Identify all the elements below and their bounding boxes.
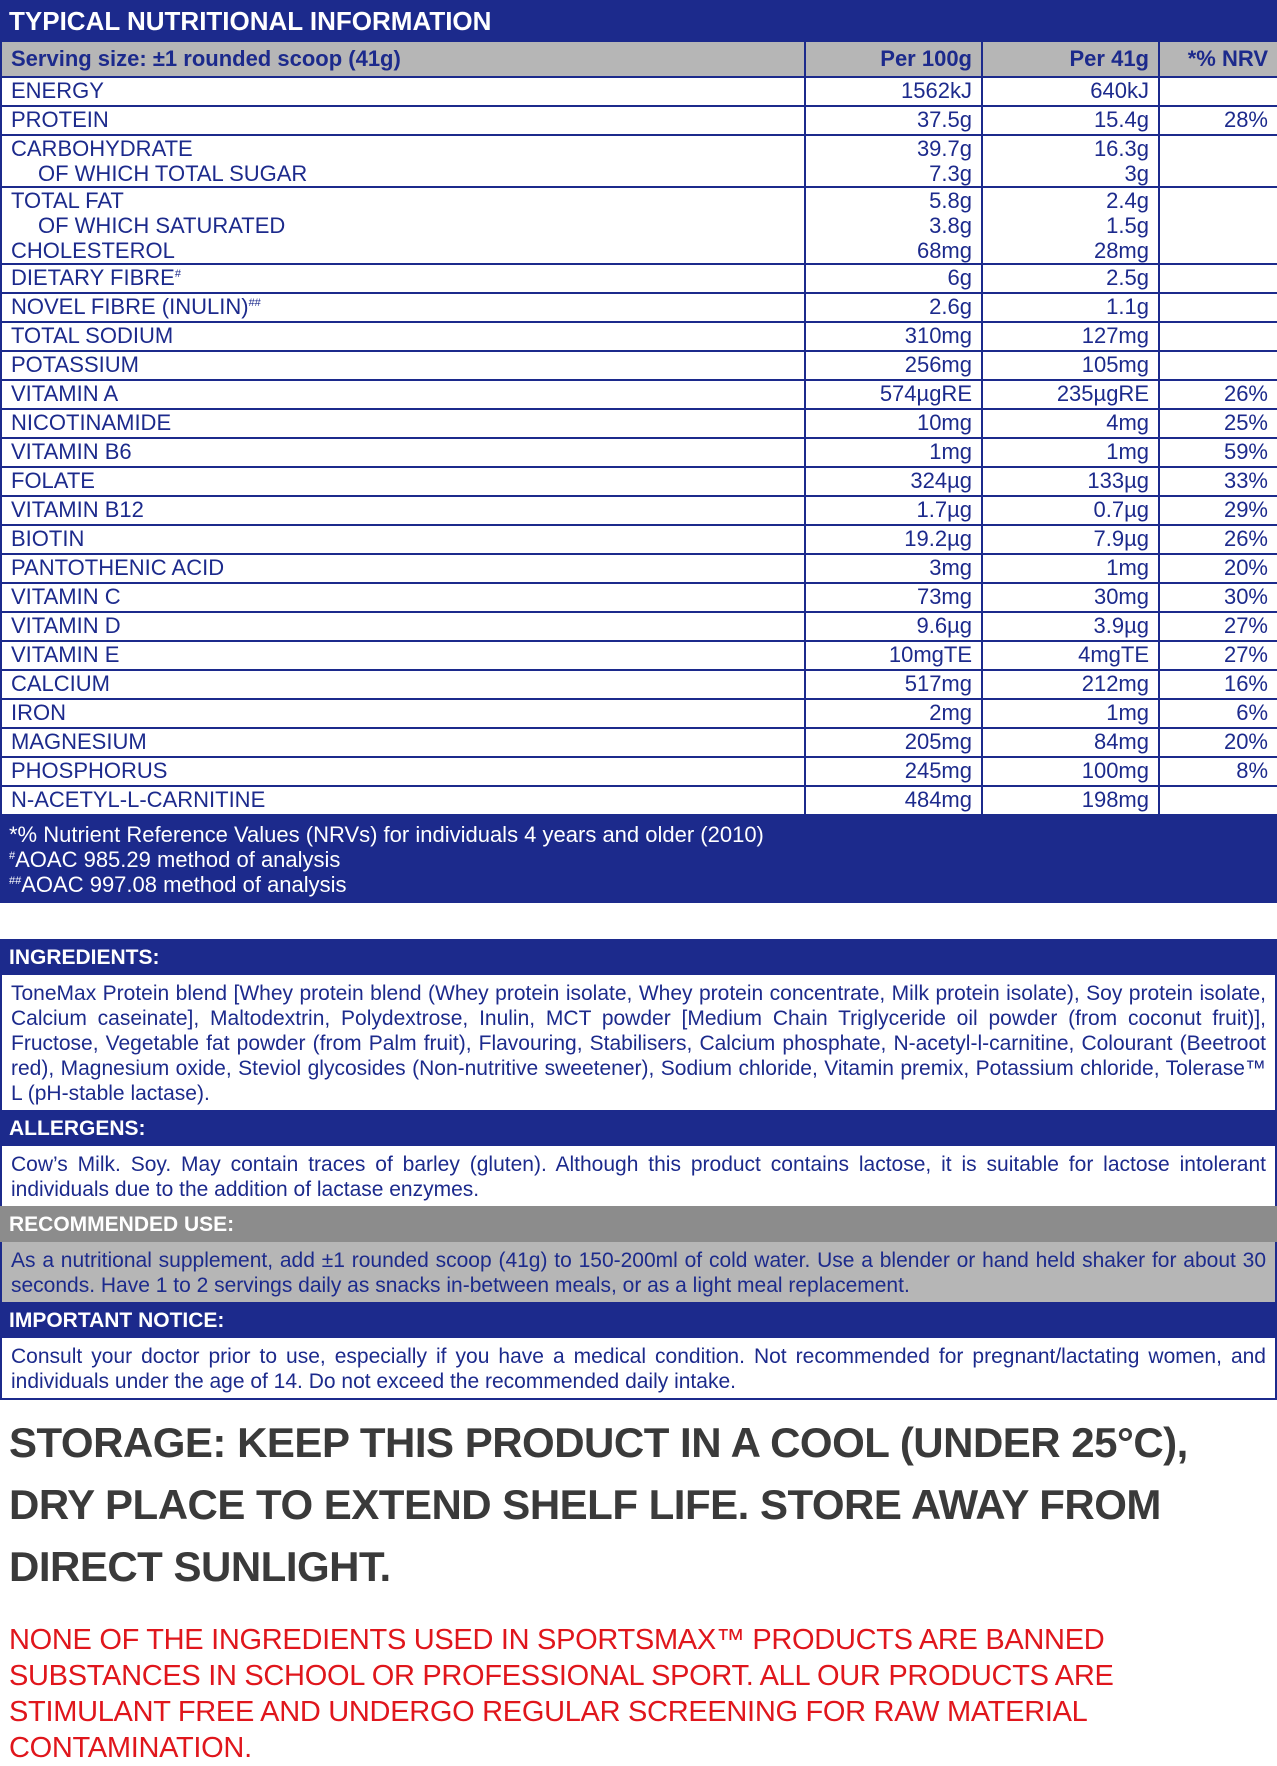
per-100g-value (805, 786, 982, 815)
serving-size-header: Serving size: ±1 rounded scoop (41g) (1, 41, 805, 77)
ingredients-section (0, 939, 1277, 1110)
aoac-footnote-1 (9, 847, 1268, 872)
footnote-mark: ## (9, 875, 22, 887)
nutrient-label-text: TOTAL SODIUM (11, 323, 174, 348)
per-41g-value (982, 409, 1159, 438)
nutrient-label (11, 787, 795, 812)
cell-value: 59% (1223, 439, 1268, 464)
nutrient-label-text: VITAMIN B12 (11, 497, 144, 522)
nutrient-label-text: TOTAL FAT (11, 188, 124, 213)
nutrition-row (1, 525, 1277, 554)
nrv-value (1159, 106, 1277, 135)
per-41g-value (982, 670, 1159, 699)
nutrient-name (1, 351, 805, 380)
banned-substances-notice: NONE OF THE INGREDIENTS USED IN SPORTSMAX™ PRODUCTS ARE BANNED SUBSTANCES IN SCHOOL OR PROFESSIONAL SPORT. ALL OUR PRODUCTS ARE STIMULANT FREE AND UNDERGO REGULAR SCREENING FOR RAW MATERIAL CONTAMINATION. (9, 1624, 1114, 1764)
cell-value: 245mg (904, 758, 972, 783)
cell-value: 198mg (1081, 787, 1149, 812)
nutrient-name (1, 409, 805, 438)
per-41g-value (982, 786, 1159, 815)
nutrient-name (1, 496, 805, 525)
nrv-value (1159, 293, 1277, 322)
per-100g-value (805, 670, 982, 699)
nrv-value (1159, 583, 1277, 612)
ingredients-text: ToneMax Protein blend [Whey protein blend (Whey protein isolate, Whey protein concentrate, Milk protein isolate), Soy protein isolate, Calcium caseinate], Maltodextrin, Polydextrose, Inulin, MCT powder [Medium Chain Triglyceride oil powder (from coconut fruit)], Fructose, Vegetable fat powder (from Palm fruit), Flavouring, Stabilisers, Calcium phosphate, N-acetyl-l-carnitine, Colourant (Beetroot red), Magnesium oxide, Steviol glycosides (Non-nutritive sweetener), Sodium chloride, Vitamin premix, Potassium chloride, Tolerase™ L (pH-stable lactase). (0, 975, 1277, 1110)
nutrient-label-text: N-ACETYL-L-CARNITINE (11, 787, 266, 812)
cell-value: 19.2µg (904, 526, 972, 551)
nutrient-label-text: CALCIUM (11, 671, 111, 696)
nrv-value (1159, 670, 1277, 699)
cell-value: 3.8g (929, 213, 972, 238)
nutrition-row (1, 699, 1277, 728)
cell-value: 15.4g (1093, 107, 1149, 132)
nutrition-row (1, 670, 1277, 699)
cell-value: 27% (1223, 642, 1268, 667)
nutrient-label (11, 468, 795, 493)
nutrient-name (1, 641, 805, 670)
nutrient-label-text: FOLATE (11, 468, 95, 493)
cell-value: 484mg (904, 787, 972, 812)
nutrition-row (1, 554, 1277, 583)
cell-value: 30% (1223, 584, 1268, 609)
nutrient-name (1, 187, 805, 264)
cell-value: 324µg (910, 468, 972, 493)
cell-value: 4mgTE (1078, 642, 1149, 667)
nrv-value (1159, 322, 1277, 351)
nutrition-row (1, 583, 1277, 612)
nrv-value (1159, 264, 1277, 293)
nutrition-row (1, 187, 1277, 264)
nrv-value (1159, 187, 1277, 264)
nutrient-name (1, 106, 805, 135)
nutrition-row (1, 757, 1277, 786)
per-100g-value (805, 496, 982, 525)
footnote-mark: ## (248, 297, 261, 309)
nrv-value (1159, 641, 1277, 670)
important-notice-heading: IMPORTANT NOTICE: (0, 1302, 1277, 1338)
cell-value: 37.5g (916, 107, 972, 132)
recommended-use-section (0, 1206, 1277, 1302)
cell-value: 26% (1223, 381, 1268, 406)
cell-value: 1mg (1106, 439, 1149, 464)
nutrition-table (0, 40, 1277, 816)
nutrient-name (1, 438, 805, 467)
nutrition-row (1, 77, 1277, 106)
cell-value: 310mg (904, 323, 972, 348)
nutrient-label (11, 758, 795, 783)
cell-value: 73mg (916, 584, 972, 609)
nutrition-row (1, 264, 1277, 293)
per-41g-value (982, 264, 1159, 293)
nutrient-label (11, 526, 795, 551)
per-100g-value (805, 641, 982, 670)
nutrition-header-row (1, 41, 1277, 77)
cell-value: 27% (1223, 613, 1268, 638)
per-100g-value (805, 554, 982, 583)
cell-value: OF WHICH SATURATED (38, 213, 286, 238)
nutrient-name (1, 554, 805, 583)
cell-value: 20% (1223, 729, 1268, 754)
per-41g-value (982, 641, 1159, 670)
nutrition-footnotes (0, 816, 1277, 903)
nutrient-label-text: VITAMIN E (11, 642, 120, 667)
nutrient-name (1, 264, 805, 293)
per-100g-value (805, 187, 982, 264)
nutrition-row (1, 409, 1277, 438)
per-100g-value (805, 438, 982, 467)
cell-value: 517mg (904, 671, 972, 696)
cell-value: 7.3g (929, 161, 972, 186)
cell-value: 10mgTE (888, 642, 972, 667)
per-41g-value (982, 757, 1159, 786)
nrv-footnote: *% Nutrient Reference Values (NRVs) for individuals 4 years and older (2010) (9, 822, 764, 847)
nutrient-name (1, 525, 805, 554)
per-100g-value (805, 351, 982, 380)
per-41g-value (982, 293, 1159, 322)
nutrient-label (11, 265, 795, 290)
per-100g-value (805, 380, 982, 409)
per-41g-value (982, 583, 1159, 612)
nrv-value (1159, 77, 1277, 106)
per-100g-value (805, 612, 982, 641)
nutrient-name (1, 293, 805, 322)
nutrition-row (1, 728, 1277, 757)
nrv-value (1159, 786, 1277, 815)
nutrient-label-text: DIETARY FIBRE (11, 265, 175, 290)
ingredients-heading: INGREDIENTS: (0, 939, 1277, 975)
allergens-heading: ALLERGENS: (0, 1110, 1277, 1146)
nutrient-name (1, 728, 805, 757)
cell-value: 16.3g (1093, 136, 1149, 161)
nutrition-row (1, 438, 1277, 467)
nutrient-label-text: VITAMIN C (11, 584, 121, 609)
nutrient-name (1, 380, 805, 409)
cell-value: 205mg (904, 729, 972, 754)
footnote-mark: # (9, 850, 16, 862)
per-41g-value (982, 438, 1159, 467)
nutrient-label-text: VITAMIN D (11, 613, 121, 638)
nutrient-label (11, 584, 795, 609)
nutrient-label (11, 107, 795, 132)
nutrition-row (1, 496, 1277, 525)
recommended-use-text: As a nutritional supplement, add ±1 rounded scoop (41g) to 150-200ml of cold water. Use a blender or hand held shaker for about 30 seconds. Have 1 to 2 servings daily as snacks in-between meals, or as a light meal replacement. (0, 1242, 1277, 1302)
cell-value: 235µgRE (1056, 381, 1149, 406)
nutrient-label-text: VITAMIN B6 (11, 439, 132, 464)
cell-value: 68mg (916, 238, 972, 263)
nrv-value (1159, 438, 1277, 467)
cell-value: 1mg (1106, 555, 1149, 580)
cell-value: 1.1g (1106, 294, 1149, 319)
nrv-value (1159, 496, 1277, 525)
cell-value: 1mg (1106, 700, 1149, 725)
nutrient-label-text: BIOTIN (11, 526, 85, 551)
cell-value: 2mg (929, 700, 972, 725)
aoac-text: AOAC 985.29 method of analysis (15, 847, 341, 872)
cell-value: 256mg (904, 352, 972, 377)
nrv-value (1159, 467, 1277, 496)
section-gap (0, 903, 1277, 939)
cell-value: 84mg (1093, 729, 1149, 754)
nrv-value (1159, 525, 1277, 554)
aoac-footnote-2 (9, 872, 1268, 897)
nutrient-label (11, 78, 795, 103)
recommended-use-heading: RECOMMENDED USE: (0, 1206, 1277, 1242)
cell-value: 1mg (929, 439, 972, 464)
cell-value: 16% (1223, 671, 1268, 696)
cell-value: 3g (1124, 161, 1149, 186)
cell-value: 10mg (916, 410, 972, 435)
per-100g-value (805, 135, 982, 187)
nutrient-label-text: NICOTINAMIDE (11, 410, 172, 435)
per-100g-value (805, 699, 982, 728)
per-41g-value (982, 322, 1159, 351)
per-100g-value (805, 409, 982, 438)
nutrient-label-text: PROTEIN (11, 107, 109, 132)
nutrient-label-text: VITAMIN A (11, 381, 119, 406)
cell-value: 8% (1236, 758, 1268, 783)
cell-value: 1.5g (1106, 213, 1149, 238)
cell-value: 212mg (1081, 671, 1149, 696)
cell-value: 28% (1223, 107, 1268, 132)
nutrient-label-text: ENERGY (11, 78, 104, 103)
nutrient-label-text: NOVEL FIBRE (INULIN) (11, 294, 249, 319)
nutrition-row (1, 135, 1277, 187)
cell-value: CHOLESTEROL (11, 238, 175, 263)
important-notice-text: Consult your doctor prior to use, especially if you have a medical condition. Not recommended for pregnant/lactating women, and individuals under the age of 14. Do not exceed the recommended daily intake. (0, 1338, 1277, 1400)
nutrient-label-text: PANTOTHENIC ACID (11, 555, 225, 580)
nutrition-row (1, 322, 1277, 351)
nutrient-label (11, 497, 795, 522)
per-41g-value (982, 496, 1159, 525)
allergens-section (0, 1110, 1277, 1206)
nutrient-name (1, 77, 805, 106)
nutrient-name (1, 135, 805, 187)
cell-value: 5.8g (929, 188, 972, 213)
nutrient-label (11, 294, 795, 319)
allergens-text: Cow’s Milk. Soy. May contain traces of barley (gluten). Although this product contains lactose, it is suitable for lactose intolerant individuals due to the addition of lactase enzymes. (0, 1146, 1277, 1206)
cell-value: 100mg (1081, 758, 1149, 783)
nutrient-label (11, 671, 795, 696)
nutrient-name (1, 583, 805, 612)
nrv-value (1159, 135, 1277, 187)
nutrient-name (1, 467, 805, 496)
nutrition-row (1, 786, 1277, 815)
per-100g-value (805, 583, 982, 612)
cell-value: 6g (947, 265, 972, 290)
per-41g-value (982, 106, 1159, 135)
nutrient-label (11, 136, 795, 161)
nutrition-row (1, 380, 1277, 409)
per-100g-header: Per 100g (805, 41, 982, 77)
per-41g-value (982, 612, 1159, 641)
nutrient-name (1, 757, 805, 786)
nrv-value (1159, 728, 1277, 757)
cell-value: 39.7g (916, 136, 972, 161)
per-41g-value (982, 77, 1159, 106)
per-100g-value (805, 106, 982, 135)
cell-value: 6% (1236, 700, 1268, 725)
per-100g-value (805, 467, 982, 496)
nutrient-label (11, 555, 795, 580)
nrv-value (1159, 757, 1277, 786)
cell-value: 28mg (1093, 238, 1149, 263)
cell-value: 133µg (1087, 468, 1149, 493)
nutrition-rows (1, 77, 1277, 815)
cell-value: 2.6g (929, 294, 972, 319)
cell-value: 1562kJ (901, 78, 972, 103)
nrv-value (1159, 380, 1277, 409)
nutrition-title: TYPICAL NUTRITIONAL INFORMATION (9, 6, 492, 36)
nrv-value (1159, 554, 1277, 583)
per-100g-value (805, 322, 982, 351)
cell-value: 30mg (1093, 584, 1149, 609)
per-41g-value (982, 525, 1159, 554)
important-notice-section (0, 1302, 1277, 1400)
nutrient-name (1, 612, 805, 641)
nutrient-label (11, 613, 795, 638)
per-100g-value (805, 77, 982, 106)
cell-value: 26% (1223, 526, 1268, 551)
nutrition-row (1, 106, 1277, 135)
nutrition-row (1, 293, 1277, 322)
nutrient-label (11, 700, 795, 725)
nutrient-label-text: MAGNESIUM (11, 729, 147, 754)
nrv-value (1159, 612, 1277, 641)
per-41g-header: Per 41g (982, 41, 1159, 77)
nutrient-label (11, 729, 795, 754)
nutrient-name (1, 670, 805, 699)
footnote-mark: # (174, 268, 181, 280)
aoac-text: AOAC 997.08 method of analysis (21, 872, 347, 897)
cell-value: 2.5g (1106, 265, 1149, 290)
nutrient-label (11, 188, 795, 213)
per-100g-value (805, 728, 982, 757)
nutrient-label-text: POTASSIUM (11, 352, 139, 377)
cell-value: 9.6µg (916, 613, 972, 638)
nutrient-name (1, 786, 805, 815)
nutrition-row (1, 612, 1277, 641)
nrv-value (1159, 351, 1277, 380)
nutrient-label (11, 381, 795, 406)
nutrient-label (11, 352, 795, 377)
nrv-value (1159, 409, 1277, 438)
per-100g-value (805, 293, 982, 322)
per-41g-value (982, 728, 1159, 757)
per-100g-value (805, 525, 982, 554)
cell-value: 20% (1223, 555, 1268, 580)
cell-value: 640kJ (1090, 78, 1149, 103)
nutrient-label-text: CARBOHYDRATE (11, 136, 193, 161)
nrv-header: *% NRV (1159, 41, 1277, 77)
nutrition-row (1, 641, 1277, 670)
nutrient-label (11, 323, 795, 348)
per-41g-value (982, 135, 1159, 187)
nutrient-name (1, 699, 805, 728)
cell-value: 29% (1223, 497, 1268, 522)
nrv-value (1159, 699, 1277, 728)
nutrition-row (1, 351, 1277, 380)
per-100g-value (805, 264, 982, 293)
per-41g-value (982, 467, 1159, 496)
per-41g-value (982, 351, 1159, 380)
cell-value: 1.7µg (916, 497, 972, 522)
cell-value: 127mg (1081, 323, 1149, 348)
nutrient-label-text: PHOSPHORUS (11, 758, 168, 783)
nutrition-row (1, 467, 1277, 496)
nutrient-label (11, 439, 795, 464)
cell-value: 33% (1223, 468, 1268, 493)
cell-value: 4mg (1106, 410, 1149, 435)
cell-value: 7.9µg (1093, 526, 1149, 551)
cell-value: 574µgRE (879, 381, 972, 406)
cell-value: 25% (1223, 410, 1268, 435)
per-41g-value (982, 554, 1159, 583)
cell-value: OF WHICH TOTAL SUGAR (38, 161, 308, 186)
nutrient-label (11, 410, 795, 435)
per-41g-value (982, 187, 1159, 264)
storage-instructions: STORAGE: KEEP THIS PRODUCT IN A COOL (UNDER 25°C), DRY PLACE TO EXTEND SHELF LIFE. STORE AWAY FROM DIRECT SUNLIGHT. (9, 1419, 1188, 1590)
nutrient-label (11, 642, 795, 667)
nutrient-label-text: IRON (11, 700, 66, 725)
cell-value: 3.9µg (1093, 613, 1149, 638)
cell-value: 2.4g (1106, 188, 1149, 213)
per-41g-value (982, 699, 1159, 728)
per-100g-value (805, 757, 982, 786)
cell-value: 105mg (1081, 352, 1149, 377)
cell-value: 3mg (929, 555, 972, 580)
cell-value: 0.7µg (1093, 497, 1149, 522)
per-41g-value (982, 380, 1159, 409)
nutrient-name (1, 322, 805, 351)
